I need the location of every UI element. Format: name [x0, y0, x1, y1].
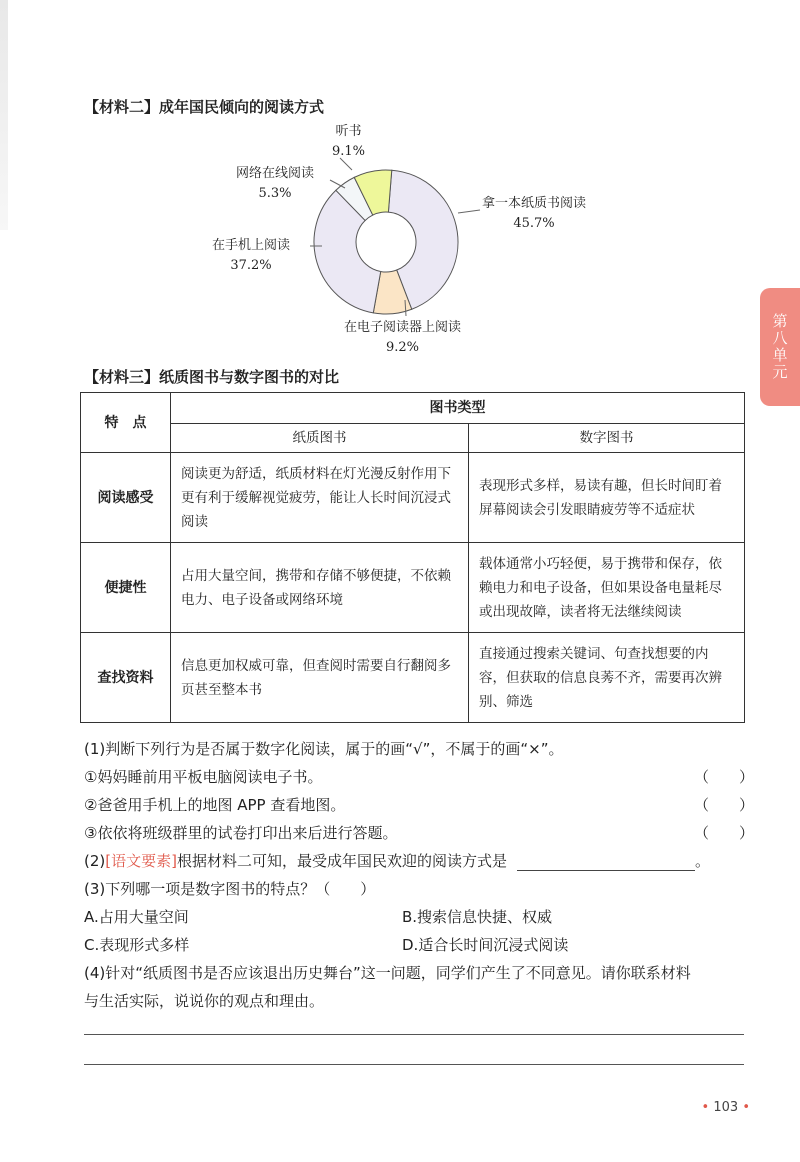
answer-blank[interactable] [517, 854, 695, 871]
row-feature: 便捷性 [81, 543, 171, 633]
question-3: (3)下列哪一项是数字图书的特点？（ ） [84, 880, 376, 898]
pie-label-phone: 在手机上阅读 37.2% [212, 238, 291, 273]
pie-label-ereader: 在电子阅读器上阅读 9.2% [344, 320, 462, 355]
question-2-end: 。 [694, 852, 710, 870]
feature-header: 特 点 [81, 393, 171, 453]
answer-paren-3[interactable]: （ ） [694, 824, 755, 842]
page-dot: • [742, 1100, 750, 1115]
digital-cell: 直接通过搜索关键词、句查找想要的内容，但获取的信息良莠不齐，需要再次辨别、筛选 [469, 633, 745, 723]
type-header: 图书类型 [171, 393, 745, 424]
unit-side-tab: 第八单元 [760, 288, 800, 406]
material3-title: 【材料三】纸质图书与数字图书的对比 [84, 368, 340, 386]
material2-title: 【材料二】成年国民倾向的阅读方式 [84, 98, 325, 116]
pie-label-online: 网络在线阅读 5.3% [236, 166, 315, 201]
row-feature: 阅读感受 [81, 453, 171, 543]
table-row [81, 633, 745, 723]
question-2-number: (2) [84, 852, 106, 870]
answer-paren-1[interactable]: （ ） [694, 768, 755, 786]
answer-paren-2[interactable]: （ ） [694, 796, 755, 814]
question-4-line-2: 与生活实际，说说你的观点和理由。 [84, 992, 325, 1010]
digital-cell: 载体通常小巧轻便，易于携带和保存，依赖电力和电子设备，但如果设备电量耗尽或出现故障，读者将无法继续阅读 [469, 543, 745, 633]
writing-line[interactable] [84, 1064, 744, 1065]
table-row [81, 453, 745, 543]
paper-cell: 阅读更为舒适，纸质材料在灯光漫反射作用下更有利于缓解视觉疲劳，能让人长时间沉浸式阅读 [171, 453, 469, 543]
paper-cell: 信息更加权威可靠，但查阅时需要自行翻阅多页甚至整本书 [171, 633, 469, 723]
col-digital-header: 数字图书 [469, 424, 745, 453]
option-d[interactable]: D.适合长时间沉浸式阅读 [402, 936, 569, 954]
paper-cell: 占用大量空间，携带和存储不够便捷，不依赖电力、电子设备或网络环境 [171, 543, 469, 633]
col-paper-header: 纸质图书 [171, 424, 469, 453]
digital-cell: 表现形式多样，易读有趣，但长时间盯着屏幕阅读会引发眼睛疲劳等不适症状 [469, 453, 745, 543]
question-4-line-1: (4)针对“纸质图书是否应该退出历史舞台”这一问题，同学们产生了不同意见。请你联系材料 [84, 964, 691, 982]
pie-label-paper: 拿一本纸质书阅读 45.7% [482, 196, 587, 231]
question-1-item-2: ②爸爸用手机上的地图 APP 查看地图。 [84, 796, 346, 814]
question-2 [84, 850, 710, 871]
page-number-value: 103 [713, 1100, 739, 1115]
question-1-item-3: ③依依将班级群里的试卷打印出来后进行答题。 [84, 824, 398, 842]
question-1: (1)判断下列行为是否属于数字化阅读，属于的画“√”，不属于的画“×”。 [84, 740, 564, 758]
page-number [702, 1100, 750, 1115]
question-2-tag: [语文要素] [105, 852, 177, 870]
option-b[interactable]: B.搜索信息快捷、权威 [402, 908, 553, 926]
page-dot: • [701, 1100, 710, 1115]
comparison-table [80, 392, 745, 723]
leader-line [458, 210, 480, 213]
option-c[interactable]: C.表现形式多样 [84, 936, 190, 954]
question-2-text: 根据材料二可知，最受成年国民欢迎的阅读方式是 [176, 852, 507, 870]
table-row [81, 543, 745, 633]
writing-line[interactable] [84, 1034, 744, 1035]
row-feature: 查找资料 [81, 633, 171, 723]
option-a[interactable]: A.占用大量空间 [84, 908, 189, 926]
pie-label-tingshu: 听书 9.1% [332, 124, 366, 159]
question-1-item-1: ①妈妈睡前用平板电脑阅读电子书。 [84, 768, 323, 786]
